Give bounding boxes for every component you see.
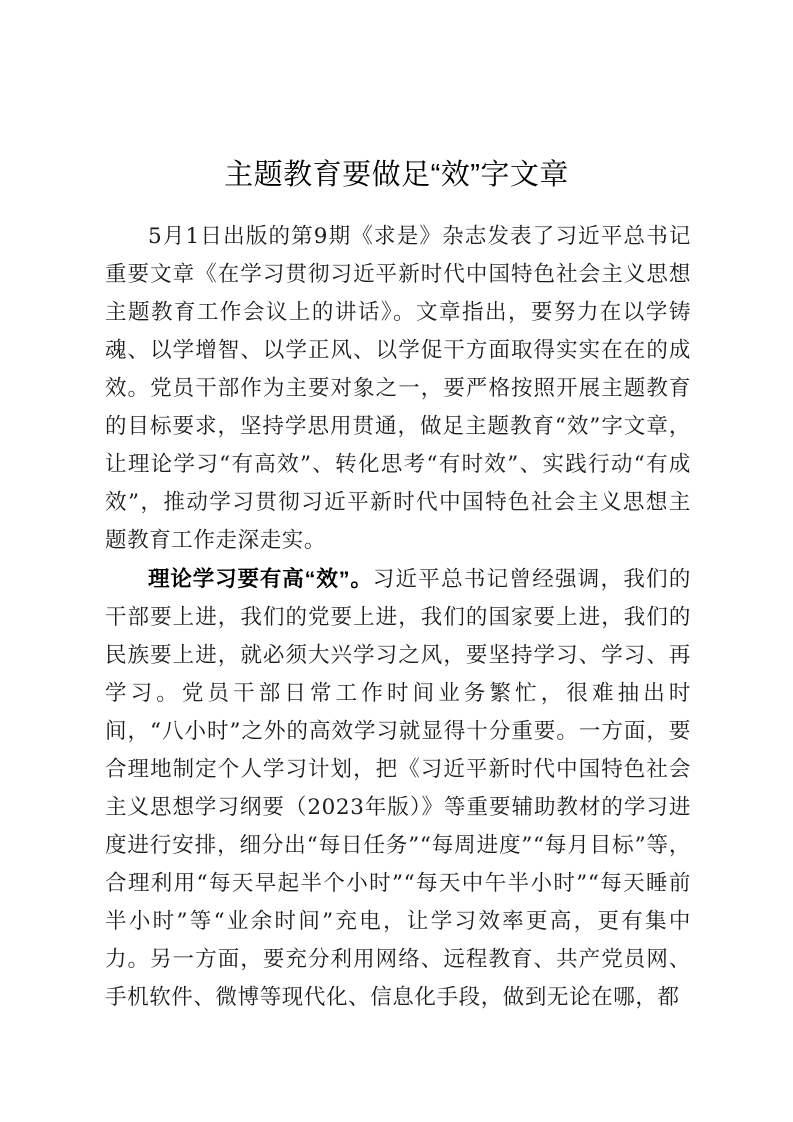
document-body xyxy=(105,218,691,1017)
page-title: 主题教育要做足“效”字文章 xyxy=(224,159,569,192)
paragraph-intro: 5月1日出版的第9期《求是》杂志发表了习近平总书记重要文章《在学习贯彻习近平新时代中国特色社会主义思想主题教育工作会议上的讲话》。文章指出，要努力在以学铸魂、以学增智、以学正风、以学促干方面取得实实在在的成效。党员干部作为主要对象之一，要严格按照开展主题教育的目标要求，坚持学思用贯通，做足主题教育“效”字文章，让理论学习“有高效”、转化思考“有时效”、实践行动“有成效”，推动学习贯彻习近平新时代中国特色社会主义思想主题教育工作走深走实。 xyxy=(105,224,691,553)
paragraph-section-one xyxy=(105,560,691,1017)
paragraph-section-one-text: 习近平总书记曾经强调，我们的干部要上进，我们的党要上进，我们的国家要上进，我们的民族要上进，就必须大兴学习之风，要坚持学习、学习、再学习。党员干部日常工作时间业务繁忙，很难抽出时间，“八小时”之外的高效学习就显得十分重要。一方面，要合理地制定个人学习计划，把《习近平新时代中国特色社会主义思想学习纲要（2023年版）》等重要辅助教材的学习进度进行安排，细分出“每日任务”“每周进度”“每月目标”等，合理利用“每天早起半个小时”“每天中午半小时”“每天睡前半小时”等“业余时间”充电，让学习效率更高，更有集中力。另一方面，要充分利用网络、远程教育、共产党员网、手机软件、微博等现代化、信息化手段，做到无论在哪，都 xyxy=(105,567,691,1010)
paragraph-lead-in: 理论学习要有高“效”。 xyxy=(148,567,373,591)
